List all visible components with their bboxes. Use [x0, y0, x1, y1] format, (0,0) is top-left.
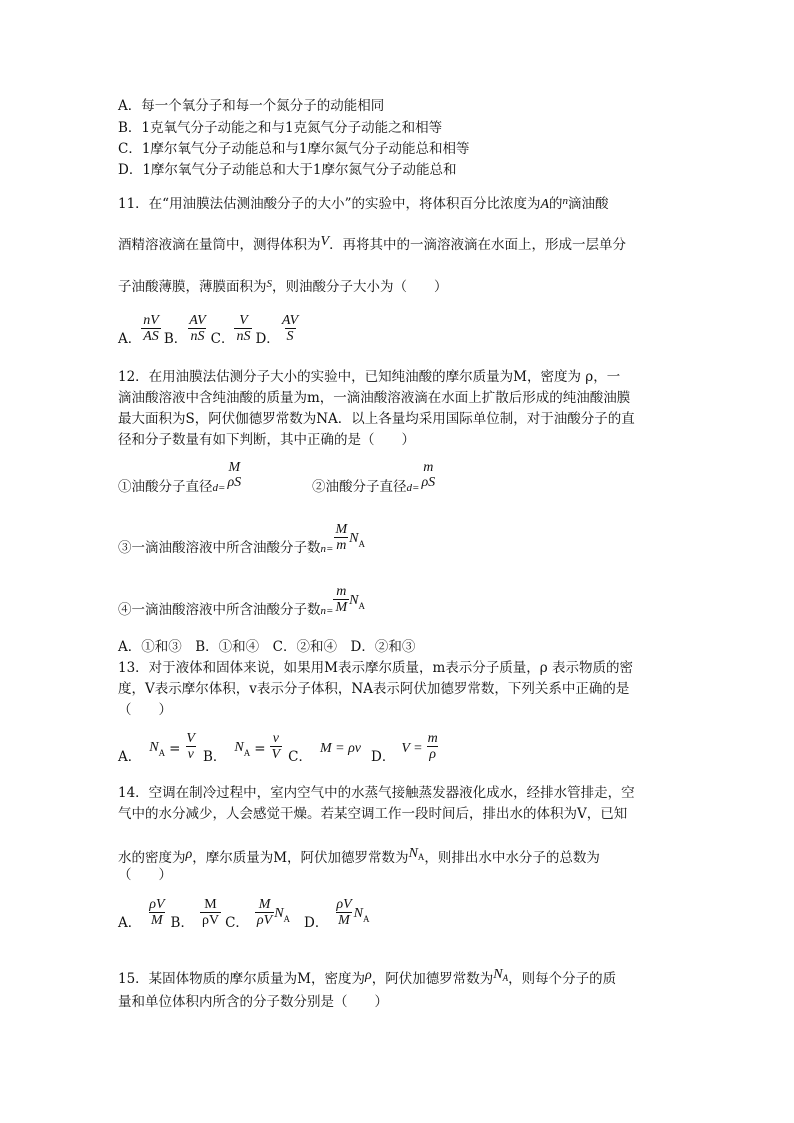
q12-s2-fraction: m ρS	[421, 460, 436, 490]
q13-a-fraction: $\frac{V}{v}$	[186, 731, 195, 762]
q12-statement-2: ②油酸分子直径 d= m ρS	[312, 460, 436, 495]
q11-option-d-fraction: AV S	[281, 313, 299, 344]
q12-line-2: 滴油酸溶液中含纯油酸的质量为m，一滴油酸溶液滴在水面上扩散后形成的纯油酸油膜	[118, 390, 631, 406]
q12-s4-fraction: $\frac{m}{M}$	[335, 584, 348, 615]
q13-b-fraction: $\frac{v}{V}$	[271, 731, 281, 762]
q10-option-a: A．每一个氧分子和每一个氮分子的动能相同	[118, 98, 385, 114]
q14-a-fraction: ρV M	[149, 897, 165, 928]
q14-d-fraction: ρV M	[336, 897, 352, 928]
q11-line-1: 11．在“用油膜法估测油酸分子的大小”的实验中，将体积百分比浓度为A的$^n$滴油酸	[118, 195, 609, 212]
q11-options	[118, 313, 300, 348]
var-A: A	[540, 197, 550, 212]
q11-option-c-fraction: V nS	[236, 313, 251, 344]
q13-line-1: 13．对于液体和固体来说，如果用M表示摩尔质量，m表示分子质量，ρ 表示物质的密	[118, 660, 634, 676]
q11-line-2: 酒精溶液滴在量筒中，测得体积为V．再将其中的一滴溶液滴在水面上，形成一层单分	[118, 234, 627, 253]
q15-line-1: 15．某固体物质的摩尔质量为M，密度为ρ，阿伏加德罗常数为NA，则每个分子的质	[118, 967, 617, 987]
q11-option-b-fraction: AV nS	[189, 313, 206, 344]
q12-s1-fraction: M ρS	[227, 460, 242, 490]
q12-options: A．①和③ B．①和④ C．②和④ D．②和③	[118, 639, 416, 655]
q10-option-b: B．1克氧气分子动能之和与1克氮气分子动能之和相等	[118, 120, 443, 136]
var-NA: N	[493, 967, 503, 982]
var-V: V	[320, 234, 330, 249]
q14-c-fraction: M ρV	[256, 897, 273, 928]
q14-line-3: 水的密度为ρ，摩尔质量为M，阿伏加德罗常数为NA，则排出水中水分子的总数为	[118, 846, 600, 866]
var-S: S	[266, 278, 272, 290]
q14-line-1: 14．空调在制冷过程中，室内空气中的水蒸气接触蒸发器液化成水，经排水管排走，空	[118, 785, 635, 801]
var-rho: ρ	[365, 968, 372, 983]
q13-line-2: 度，V表示摩尔体积，v表示分子体积，NA表示阿伏加德罗常数，下列关系中正确的是	[118, 681, 630, 697]
q12-s3-fraction: $\frac{M}{m}$	[335, 522, 348, 553]
q15-line-2: 量和单位体积内所含的分子数分别是（ ）	[118, 994, 388, 1010]
q13-options: A． N A = $\frac{V}{v}$ B． N A = $\frac{v}{V}$ C． M = ρv D． V = $\frac{m}{\rho}$	[118, 731, 438, 765]
q11-option-a-label: A．	[118, 331, 142, 347]
q13-d-fraction: $\frac{m}{\rho}$	[427, 731, 438, 762]
q13-c-expression: M = ρv	[319, 741, 361, 756]
q10-option-c: C．1摩尔氧气分子动能总和与1摩尔氮气分子动能总和相等	[118, 141, 470, 157]
q12-statement-3: ③一滴油酸溶液中所含油酸分子数 n= $\frac{M}{m}$ N A	[118, 522, 365, 556]
q12-line-4: 径和分子数量有如下判断，其中正确的是（ ）	[118, 432, 415, 448]
q14-line-4: （ ）	[118, 867, 172, 883]
var-NA: N	[408, 846, 418, 861]
q11-line-3: 子油酸薄膜，薄膜面积为$^S$，则油酸分子大小为（ ）	[118, 278, 448, 295]
q10-option-d: D．1摩尔氧气分子动能总和大于1摩尔氮气分子动能总和	[118, 162, 457, 178]
q13-line-3: （ ）	[118, 702, 172, 718]
q11-option-a-fraction: nV AS	[143, 313, 159, 344]
q12-line-1: 12．在用油膜法估测分子大小的实验中，已知纯油酸的摩尔质量为M，密度为 ρ，一	[118, 369, 621, 385]
q11-option-d-label: D．	[255, 331, 280, 347]
q12-statement-1: ①油酸分子直径 d= M ρS	[118, 460, 242, 495]
var-rho: ρ	[185, 847, 193, 862]
q12-line-3: 最大面积为S，阿伏伽德罗常数为NA．以上各量均采用国际单位制，对于油酸分子的直	[118, 411, 635, 427]
q14-options: A． ρV M B． M ρV C． M ρV N A D． ρV M N A	[118, 897, 370, 931]
q11-option-c-label: C．	[210, 331, 235, 347]
q12-statement-4: ④一滴油酸溶液中所含油酸分子数 n= $\frac{m}{M}$ N A	[118, 584, 365, 618]
q14-line-2: 气中的水分减少，人会感觉干燥。若某空调工作一段时间后，排出水的体积为V，已知	[118, 806, 628, 822]
q14-b-fraction: M ρV	[201, 897, 220, 928]
q11-option-b-label: B．	[163, 331, 188, 347]
var-n: n	[562, 195, 569, 207]
